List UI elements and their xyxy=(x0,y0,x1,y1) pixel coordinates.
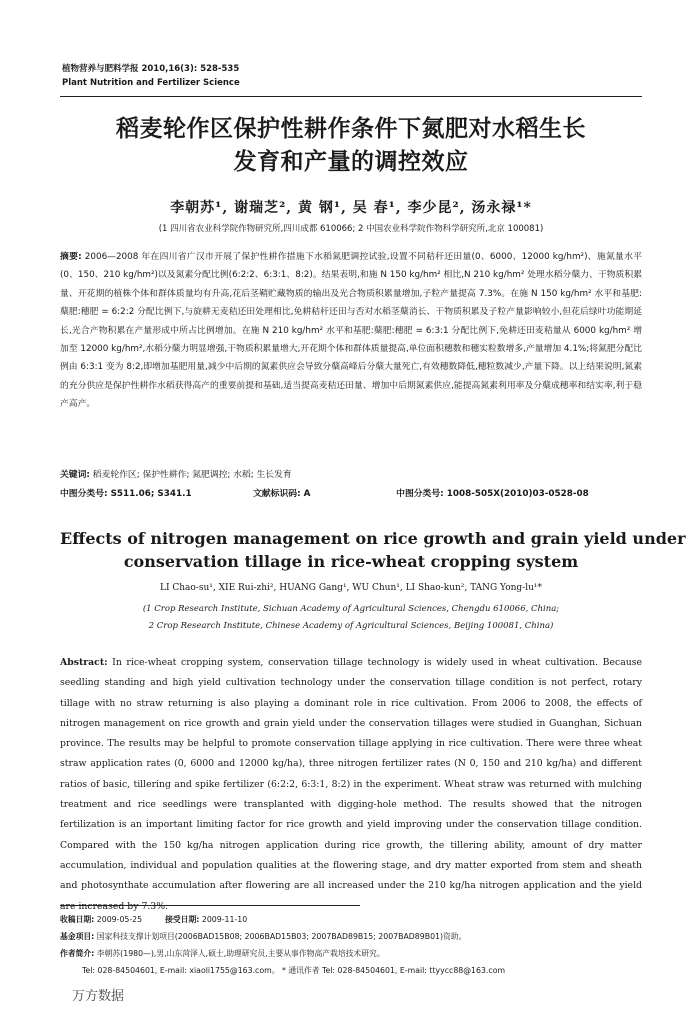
fund-text: 国家科技支撑计划项目(2006BAD15B08; 2006BAD15B03; 2007BAD89B15; 2007BAD89B01)资助。 xyxy=(96,932,467,941)
article-number: 中图分类号: 1008-505X(2010)03-0528-08 xyxy=(396,489,589,499)
wanfang-watermark: 万方数据 xyxy=(72,989,125,1004)
cn-abstract xyxy=(60,248,642,414)
en-abstract xyxy=(60,653,642,917)
en-title-line2: conservation tillage in rice-wheat cropping system xyxy=(123,552,579,571)
en-authors: LI Chao-su¹, XIE Rui-zhi², HUANG Gang¹, WU Chun¹, LI Shao-kun², TANG Yong-lu¹* xyxy=(159,583,543,593)
accepted-date: 2009-11-10 xyxy=(201,915,248,924)
keywords-label: 关键词: xyxy=(60,470,90,480)
received-label: 收稿日期: xyxy=(60,915,95,924)
doc-code: 文献标识码: A xyxy=(253,489,311,499)
footnotes xyxy=(60,911,660,979)
cn-abstract-text: 2006—2008 年在四川省广汉市开展了保护性耕作措施下水稻氮肥调控试验,设置不同秸秆还田量(0、6000、12000 kg/hm²)、施氮量水平(0、150、210 kg/hm²)以及氮素分配比例(6:2:2、6:3:1、8:2)。结果表明,和施 N 150 kg/hm² 相比,N 210 kg/hm² 处理水稻分蘖力、干物质积累量、开花期的植株个体和群体质量均有升高,花后茎鞘贮藏物质的输出及光合物质积累量增加,子粒产量提高 7.3%。在施 N 150 kg/hm² 水平和基肥:蘖肥:穗肥 = 6:2:2 分配比例下,与旋耕无麦秸还田处理相比,免耕秸秆还田与否对水稻茎蘖消长、干物质积累及子粒产量影响较小,但花后绿叶功能期延长,光合产物积累在产量形成中所占比例增加。在施 N 210 kg/hm² 水平和基肥:蘖肥:穗肥 = 6:3:1 分配比例下,免耕还田麦秸量从 6000 kg/hm² 增加至 12000 kg/hm²,水稻分蘖力明显增强,干物质积累量增大,开花期个体和群体质量提高,单位面积穗数和穗实粒数增多,产量增加 4.1%;将氮肥分配比例由 6:3:1 变为 8:2,即增加基肥用量,减少中后期的氮素供应会导致分蘖高峰后分蘖大量死亡,有效穗数降低,穗粒数减少,产量下降。以上结果说明,氮素的充分供应是保护性耕作水稻获得高产的重要前提和基础,适当提高麦秸还田量、增加中后期氮素供应,能提高氮素利用率及分蘖成穗率和结实率,利于稳产高产。 xyxy=(60,252,643,410)
en-abstract-label: Abstract: xyxy=(60,657,108,668)
en-abstract-text: In rice-wheat cropping system, conservation tillage technology is widely used in wheat cultivation. Because seedling standing and high yield cultivation technology under the conservation tillage condition is not perfect, rotary tillage with no straw returning is also playing a dominant role in rice cultivation. From 2006 to 2008, the effects of nitrogen management on rice growth and grain yield under the conservation tillages were studied in Guanghan, Sichuan province. The results may be helpful to promote conservation tillage applying in rice cultivation. There were three wheat straw application rates (0, 6000 and 12000 kg/ha), three nitrogen fertilizer rates (N 0, 150 and 210 kg/ha) and different ratios of basic, tillering and spike fertilizer (6:2:2, 6:3:1, 8:2) in the experiment. Wheat straw was returned with mulching treatment and rice seedlings were transplanted with digging-hole method. The results showed that the nitrogen fertilization is an important limiting factor for rice growth and yield improving under the conservation tillage condition. Compared with the 150 kg/ha nitrogen application during rice growth, the tillering ability, amount of dry matter accumulation, individual and population qualities at the flowering stage, and dry matter exported from stem and sheath and photosynthate accumulation after flowering are all increased under the 210 kg/ha nitrogen application and the yield are increased by 7.3%. xyxy=(60,657,642,912)
cn-title-line2: 发育和产量的调控效应 xyxy=(233,148,469,175)
en-title-line1: Effects of nitrogen management on rice growth and grain yield under xyxy=(60,529,686,548)
accepted-label: 接受日期: xyxy=(165,915,200,924)
journal-cn-line: 植物营养与肥料学报 2010,16(3): 528-535 xyxy=(62,64,240,74)
footnote-fund xyxy=(60,928,660,945)
en-title xyxy=(60,527,686,573)
en-affiliation xyxy=(60,601,642,635)
footnote-dates xyxy=(60,911,660,928)
fund-label: 基金项目: xyxy=(60,932,95,941)
header-rule xyxy=(60,96,642,97)
clc-number: 中图分类号: S511.06; S341.1 xyxy=(60,489,192,499)
cn-authors: 李朝苏¹, 谢瑞芝², 黄 钢¹, 吴 春¹, 李少昆², 汤永禄¹* xyxy=(170,200,532,216)
keywords-text: 稻麦轮作区; 保护性耕作; 氮肥调控; 水稻; 生长发育 xyxy=(92,470,292,480)
received-date: 2009-05-25 xyxy=(96,915,143,924)
en-affil-line2: 2 Crop Research Institute, Chinese Academy of Agricultural Sciences, Beijing 100081, China) xyxy=(148,621,554,631)
cn-abstract-label: 摘要: xyxy=(60,252,82,262)
footnote-author xyxy=(60,945,660,962)
cn-affiliation: (1 四川省农业科学院作物研究所,四川成都 610066; 2 中国农业科学院作物科学研究所,北京 100081) xyxy=(158,224,544,234)
author-label: 作者简介: xyxy=(60,949,95,958)
cn-title xyxy=(60,112,642,178)
classification-line xyxy=(60,486,642,499)
keywords xyxy=(60,467,642,480)
journal-en-line: Plant Nutrition and Fertilizer Science xyxy=(62,78,240,88)
cn-title-line1: 稻麦轮作区保护性耕作条件下氮肥对水稻生长 xyxy=(116,115,586,142)
en-affil-line1: (1 Crop Research Institute, Sichuan Academy of Agricultural Sciences, Chengdu 610066, China; xyxy=(142,604,560,614)
journal-header xyxy=(62,62,240,90)
footnote-rule xyxy=(60,905,360,906)
footnote-contact: Tel: 028-84504601, E-mail: xiaoli1755@163.com。 * 通讯作者 Tel: 028-84504601, E-mail: ttyycc88@163.com xyxy=(82,966,506,975)
author-text: 李朝苏(1980—),男,山东菏泽人,硕士,助理研究员,主要从事作物高产栽培技术研究。 xyxy=(96,949,385,958)
